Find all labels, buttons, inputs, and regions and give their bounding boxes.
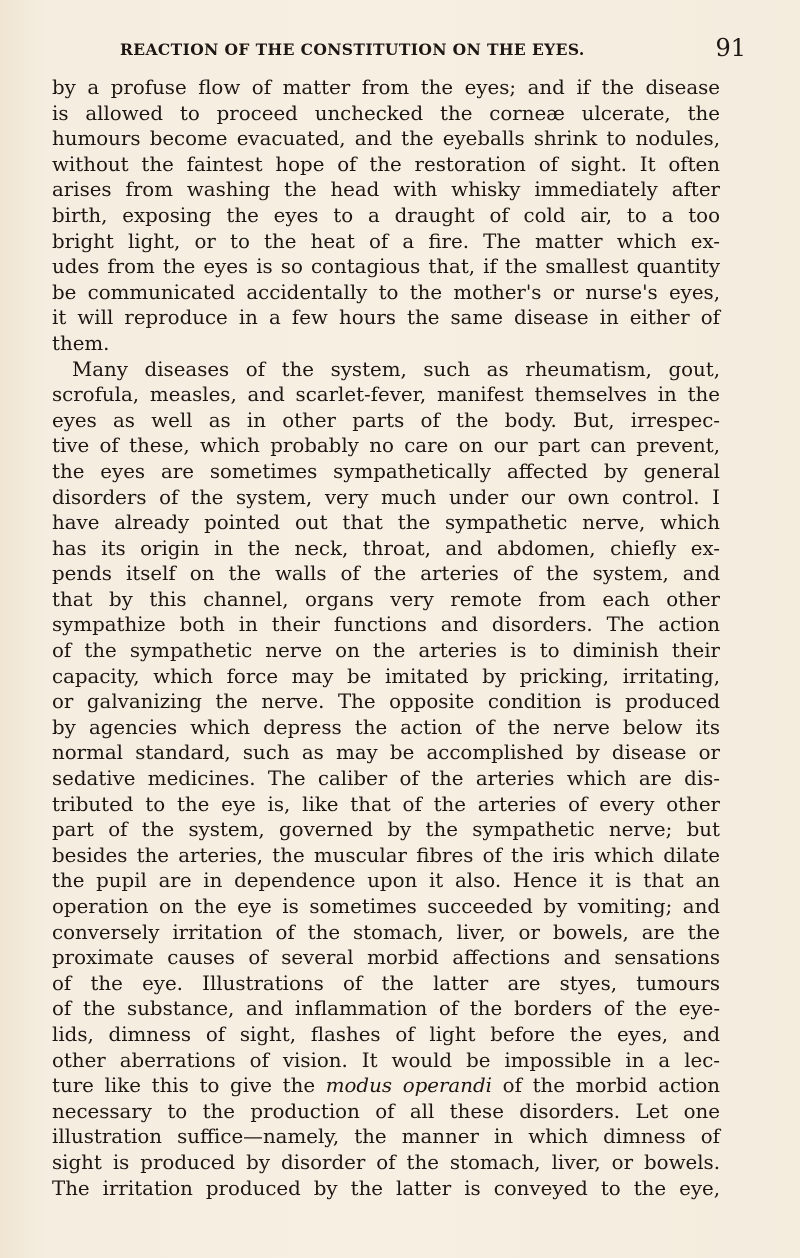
text-line: scrofula, measles, and scarlet-fever, manifest themselves in the: [52, 383, 720, 407]
page-header: [60, 36, 750, 68]
text-line: of the eye. Illustrations of the latter are styes, tumours: [52, 971, 720, 995]
text-line: eyes as well as in other parts of the body. But, irrespec-: [52, 408, 720, 432]
text-line: sympathize both in their functions and disorders. The action: [52, 613, 720, 637]
text-line: by agencies which depress the action of the nerve below its: [52, 715, 720, 739]
text-line: be communicated accidentally to the mother's or nurse's eyes,: [52, 280, 720, 304]
text-line: tributed to the eye is, like that of the arteries of every other: [52, 792, 720, 816]
text-line: other aberrations of vision. It would be impossible in a lec-: [52, 1048, 720, 1072]
text-line: tive of these, which probably no care on our part can prevent,: [52, 434, 720, 458]
text-line: The irritation produced by the latter is conveyed to the eye,: [52, 1176, 720, 1200]
running-head: REACTION OF THE CONSTITUTION ON THE EYES.: [120, 40, 585, 59]
text-line: or galvanizing the nerve. The opposite condition is produced: [52, 690, 720, 714]
paragraph-first-line: Many diseases of the system, such as rheumatism, gout,: [72, 357, 720, 381]
text-fragment: of the morbid action: [502, 1074, 720, 1098]
text-line: by a profuse flow of matter from the eyes; and if the disease: [52, 76, 720, 99]
text-line: it will reproduce in a few hours the same disease in either of: [52, 306, 720, 330]
text-line: has its origin in the neck, throat, and abdomen, chiefly ex-: [52, 536, 720, 560]
text-line: sedative medicines. The caliber of the arteries which are dis-: [52, 767, 720, 791]
page-number: 91: [715, 34, 746, 62]
text-line: capacity, which force may be imitated by pricking, irritating,: [52, 664, 720, 688]
text-line: them.: [52, 331, 110, 355]
text-fragment: ture like this to give the: [52, 1074, 316, 1098]
text-line: humours become evacuated, and the eyeballs shrink to nodules,: [52, 127, 720, 151]
text-line: without the faintest hope of the restoration of sight. It often: [52, 152, 720, 176]
text-line: conversely irritation of the stomach, liver, or bowels, are the: [52, 920, 720, 944]
text-line: disorders of the system, very much under our own control. I: [52, 485, 720, 509]
body-text: [52, 75, 720, 1201]
text-line: is allowed to proceed unchecked the corneæ ulcerate, the: [52, 101, 720, 125]
text-line: that by this channel, organs very remote from each other: [52, 587, 720, 611]
text-line: have already pointed out that the sympathetic nerve, which: [52, 511, 720, 535]
text-line: bright light, or to the heat of a fire. The matter which ex-: [52, 229, 720, 253]
text-line: sight is produced by disorder of the stomach, liver, or bowels.: [52, 1150, 720, 1174]
text-line: lids, dimness of sight, flashes of light before the eyes, and: [52, 1022, 720, 1046]
text-line: besides the arteries, the muscular fibres of the iris which dilate: [52, 843, 720, 867]
text-line: pends itself on the walls of the arteries of the system, and: [52, 562, 720, 586]
text-line: normal standard, such as may be accomplished by disease or: [52, 741, 720, 765]
text-line: udes from the eyes is so contagious that, if the smallest quantity: [52, 255, 720, 279]
text-line: illustration suffice—namely, the manner in which dimness of: [52, 1125, 720, 1149]
text-line: the eyes are sometimes sympathetically affected by general: [52, 459, 720, 483]
text-line: arises from washing the head with whisky immediately after: [52, 178, 720, 202]
text-line: the pupil are in dependence upon it also. Hence it is that an: [52, 869, 720, 893]
text-line: operation on the eye is sometimes succeeded by vomiting; and: [52, 895, 720, 918]
text-line: of the substance, and inflammation of the borders of the eye-: [52, 997, 720, 1021]
text-line: birth, exposing the eyes to a draught of cold air, to a too: [52, 203, 720, 227]
text-line: of the sympathetic nerve on the arteries is to diminish their: [52, 639, 720, 663]
italic-phrase: modus operandi: [325, 1074, 492, 1098]
text-line: part of the system, governed by the sympathetic nerve; but: [52, 818, 720, 842]
text-line: necessary to the production of all these disorders. Let one: [52, 1099, 720, 1123]
text-line: proximate causes of several morbid affections and sensations: [52, 946, 720, 970]
text-line-with-italic: [52, 1073, 720, 1099]
